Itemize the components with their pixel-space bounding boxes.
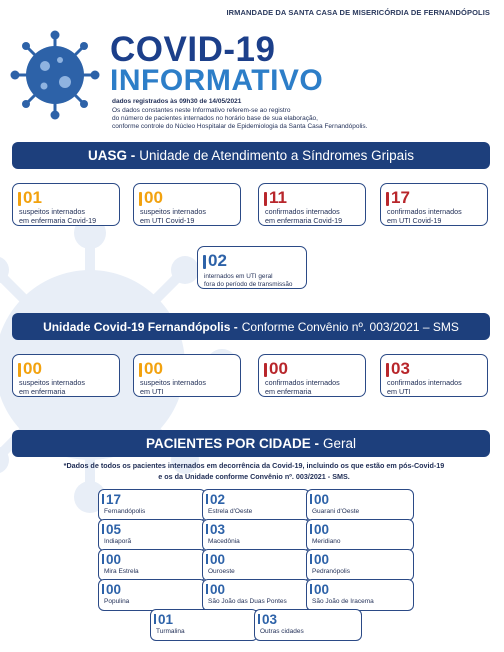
city-name: São João de Iracema	[312, 598, 374, 605]
footnote-line: *Dados de todos os pacientes internados em decorrência da Covid-19, incluindo os que estão em pós-Covid-19	[63, 461, 445, 470]
note-line: Os dados constantes neste Informativo referem-se ao registro	[112, 107, 291, 114]
city-card	[150, 609, 258, 641]
city-card	[306, 519, 414, 551]
card-label: suspeitos internados em UTI	[140, 378, 206, 396]
card-accent	[139, 192, 142, 206]
card-accent	[102, 524, 104, 534]
card-accent	[206, 584, 208, 594]
city-value: 00	[314, 582, 330, 597]
title-informativo: INFORMATIVO	[110, 64, 324, 97]
card-accent	[102, 584, 104, 594]
city-card	[254, 609, 362, 641]
uasg-banner	[12, 142, 490, 169]
city-value: 00	[314, 522, 330, 537]
note-line: conforme controle do Núcleo Hospitalar de Epidemiologia da Santa Casa Fernandópolis.	[112, 122, 368, 130]
city-name: Mira Estrela	[104, 568, 139, 575]
city-value: 00	[314, 492, 330, 507]
uasg-suspect-ward-card	[12, 183, 120, 226]
card-value: 00	[23, 359, 42, 378]
city-value: 00	[106, 552, 122, 567]
city-card	[306, 579, 414, 611]
card-accent	[386, 192, 389, 206]
card-value: 03	[391, 359, 410, 378]
city-name: Guarani d'Oeste	[312, 508, 360, 515]
card-accent	[139, 363, 142, 377]
city-card	[98, 489, 206, 521]
card-accent	[264, 363, 267, 377]
city-value: 05	[106, 522, 122, 537]
city-value: 00	[314, 552, 330, 567]
unit-suspect-icu-card	[133, 354, 241, 397]
card-label: suspeitos internados em enfermaria Covid-19	[19, 207, 97, 225]
card-accent	[258, 614, 260, 624]
city-card	[98, 549, 206, 581]
city-card	[202, 579, 310, 611]
uasg-banner-bold: UASG -	[88, 148, 136, 163]
city-card	[306, 549, 414, 581]
card-label: suspeitos internados em enfermaria	[19, 378, 85, 396]
card-value: 02	[208, 251, 227, 270]
card-value: 00	[144, 188, 163, 207]
note-line: do número de pacientes internados no horário base de sua elaboração,	[112, 114, 318, 122]
info-note	[112, 107, 472, 130]
unit-banner-title: Conforme Convênio nº. 003/2021 – SMS	[241, 319, 459, 334]
card-accent	[102, 554, 104, 564]
card-accent	[310, 494, 312, 504]
city-card	[202, 489, 310, 521]
city-banner-bold: PACIENTES POR CIDADE -	[145, 436, 319, 451]
card-label: confirmados internados em enfermaria Covid-19	[265, 207, 343, 225]
city-name: Pedranópolis	[312, 568, 350, 575]
unit-banner-bold: Unidade Covid-19 Fernandópolis -	[43, 319, 238, 334]
card-accent	[203, 255, 206, 269]
registration-date: dados registrados às 09h30 de 14/05/2021	[112, 98, 242, 105]
card-accent	[310, 554, 312, 564]
card-accent	[154, 614, 156, 624]
card-accent	[264, 192, 267, 206]
uasg-confirmed-ward-card	[258, 183, 366, 226]
card-label: confirmados internados em UTI Covid-19	[387, 207, 462, 225]
city-name: Estrela d'Oeste	[208, 508, 253, 515]
card-accent	[386, 363, 389, 377]
city-value: 00	[210, 552, 226, 567]
card-accent	[206, 494, 208, 504]
city-name: Ouroeste	[208, 568, 235, 575]
city-card	[202, 549, 310, 581]
city-name: Fernandópolis	[104, 508, 146, 515]
card-label: internados em UTI geral fora do período de transmissão	[204, 273, 293, 288]
city-value: 00	[210, 582, 226, 597]
uasg-confirmed-icu-card	[380, 183, 488, 226]
uasg-banner-title: Unidade de Atendimento a Síndromes Gripais	[139, 148, 414, 163]
city-name: Populina	[104, 598, 130, 605]
card-accent	[310, 584, 312, 594]
card-accent	[206, 554, 208, 564]
city-value: 02	[210, 492, 226, 507]
city-card	[306, 489, 414, 521]
city-value: 03	[262, 612, 278, 627]
card-accent	[310, 524, 312, 534]
organization-name: IRMANDADE DA SANTA CASA DE MISERICÓRDIA DE FERNANDÓPOLIS	[226, 8, 490, 17]
city-value: 17	[106, 492, 122, 507]
card-value: 11	[269, 188, 287, 207]
city-value: 01	[158, 612, 174, 627]
city-card	[202, 519, 310, 551]
card-label: confirmados internados em UTI	[387, 378, 462, 396]
footnote-line: e os da Unidade conforme Convênio nº. 003/2021 - SMS.	[158, 471, 350, 481]
card-accent	[18, 363, 21, 377]
city-value: 00	[106, 582, 122, 597]
card-accent	[102, 494, 104, 504]
card-value: 01	[23, 188, 42, 207]
city-name: Meridiano	[312, 538, 341, 545]
uasg-general-icu-card	[197, 246, 307, 289]
city-card	[98, 519, 206, 551]
unit-confirmed-icu-card	[380, 354, 488, 397]
city-name: São João das Duas Pontes	[208, 598, 287, 605]
uasg-suspect-icu-card	[133, 183, 241, 226]
covid-virus-logo-icon	[10, 30, 100, 120]
unit-banner	[12, 313, 490, 340]
card-accent	[18, 192, 21, 206]
city-banner	[12, 430, 490, 457]
unit-suspect-ward-card	[12, 354, 120, 397]
unit-confirmed-ward-card	[258, 354, 366, 397]
card-value: 00	[144, 359, 163, 378]
city-name: Macedônia	[208, 538, 240, 545]
card-label: suspeitos internados em UTI Covid-19	[140, 207, 206, 225]
card-accent	[206, 524, 208, 534]
card-label: confirmados internados em enfermaria	[265, 378, 340, 396]
city-footnote	[22, 461, 486, 482]
card-value: 00	[269, 359, 288, 378]
title-covid: COVID-19	[110, 30, 276, 69]
city-name: Indiaporã	[104, 538, 132, 545]
city-name: Turmalina	[156, 628, 185, 635]
city-banner-title: Geral	[323, 436, 357, 451]
city-value: 03	[210, 522, 226, 537]
city-name: Outras cidades	[260, 628, 304, 635]
card-value: 17	[391, 188, 410, 207]
city-card	[98, 579, 206, 611]
